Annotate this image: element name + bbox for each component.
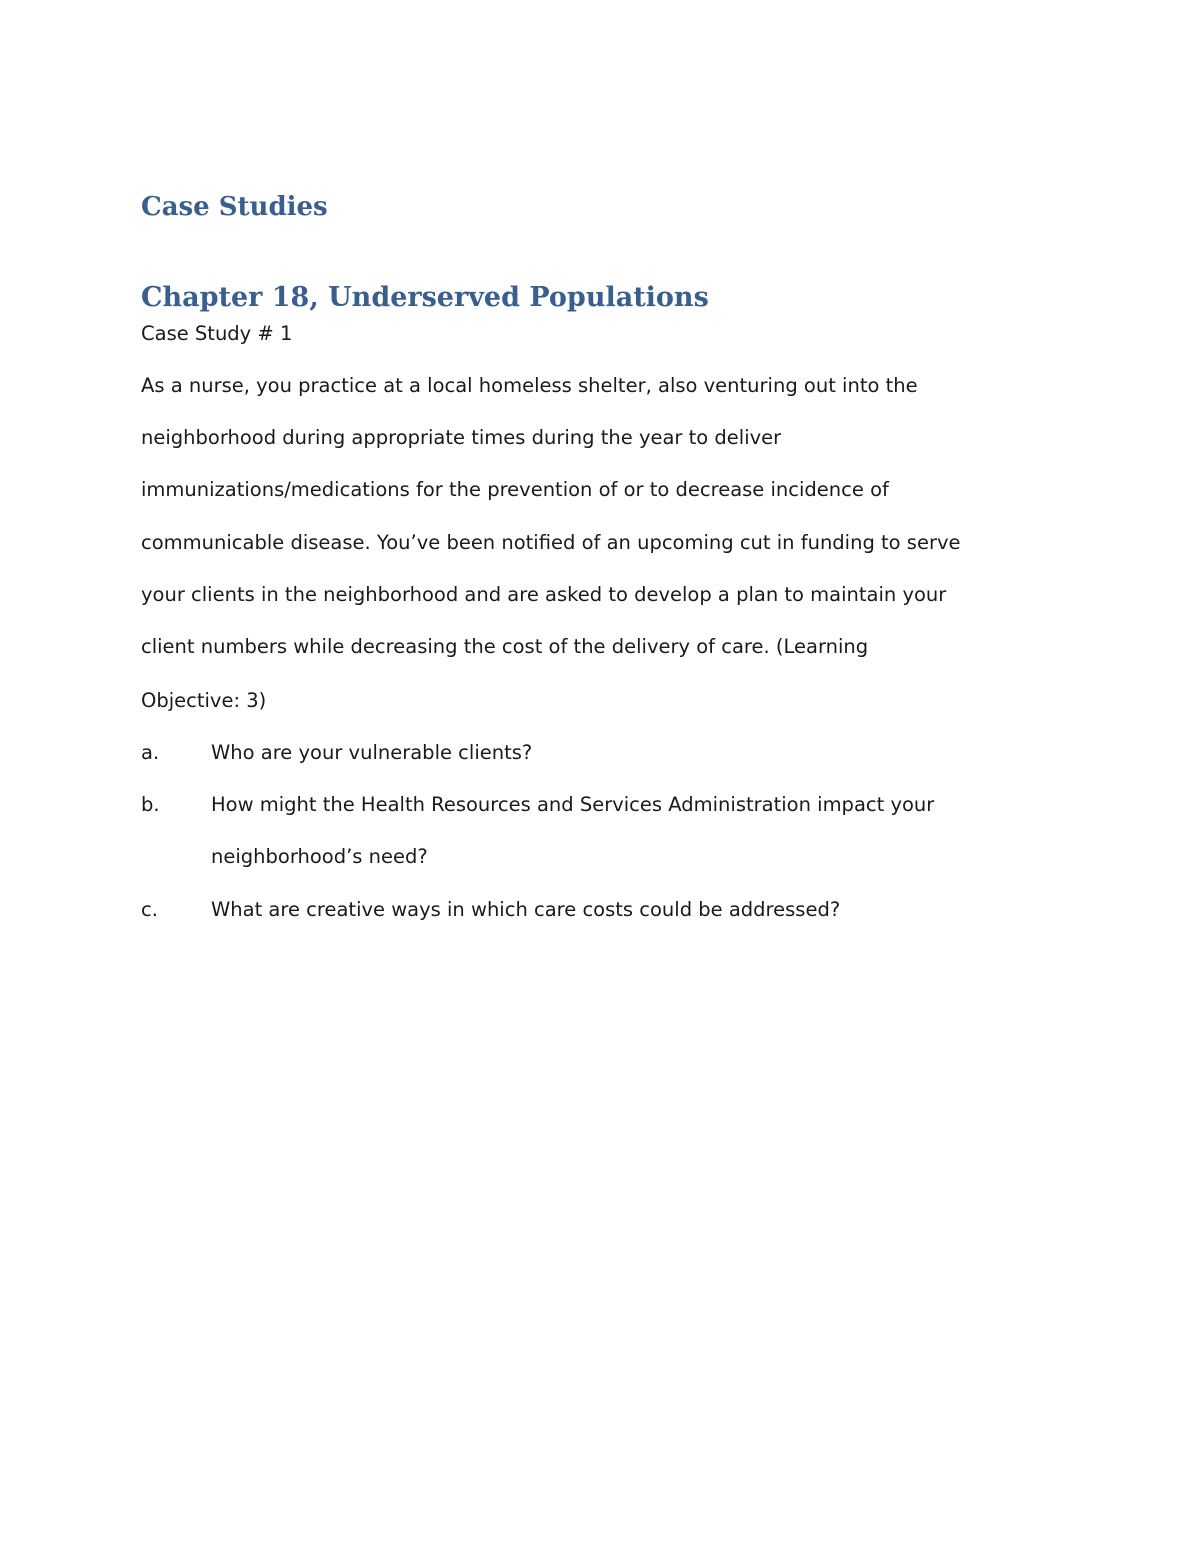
paragraph-line: As a nurse, you practice at a local homeless shelter, also venturing out into the [141,374,918,397]
paragraph-line: communicable disease. You’ve been notified of an upcoming cut in funding to serve [141,531,961,554]
paragraph-line: immunizations/medications for the prevention of or to decrease incidence of [141,478,889,501]
case-study-label: Case Study # 1 [141,322,293,345]
question-letter: c. [141,898,158,921]
chapter-heading: Chapter 18, Underserved Populations [141,282,709,313]
question-text: Who are your vulnerable clients? [211,741,533,764]
question-letter: b. [141,793,160,816]
question-letter: a. [141,741,160,764]
paragraph-line: client numbers while decreasing the cost of the delivery of care. (Learning [141,635,869,658]
paragraph-line: your clients in the neighborhood and are asked to develop a plan to maintain your [141,583,947,606]
document-title: Case Studies [141,192,328,222]
question-text-continuation: neighborhood’s need? [211,845,428,868]
paragraph-line: neighborhood during appropriate times during the year to deliver [141,426,782,449]
question-text: What are creative ways in which care costs could be addressed? [211,898,841,921]
question-text: How might the Health Resources and Services Administration impact your [211,793,935,816]
paragraph-line: Objective: 3) [141,689,267,712]
